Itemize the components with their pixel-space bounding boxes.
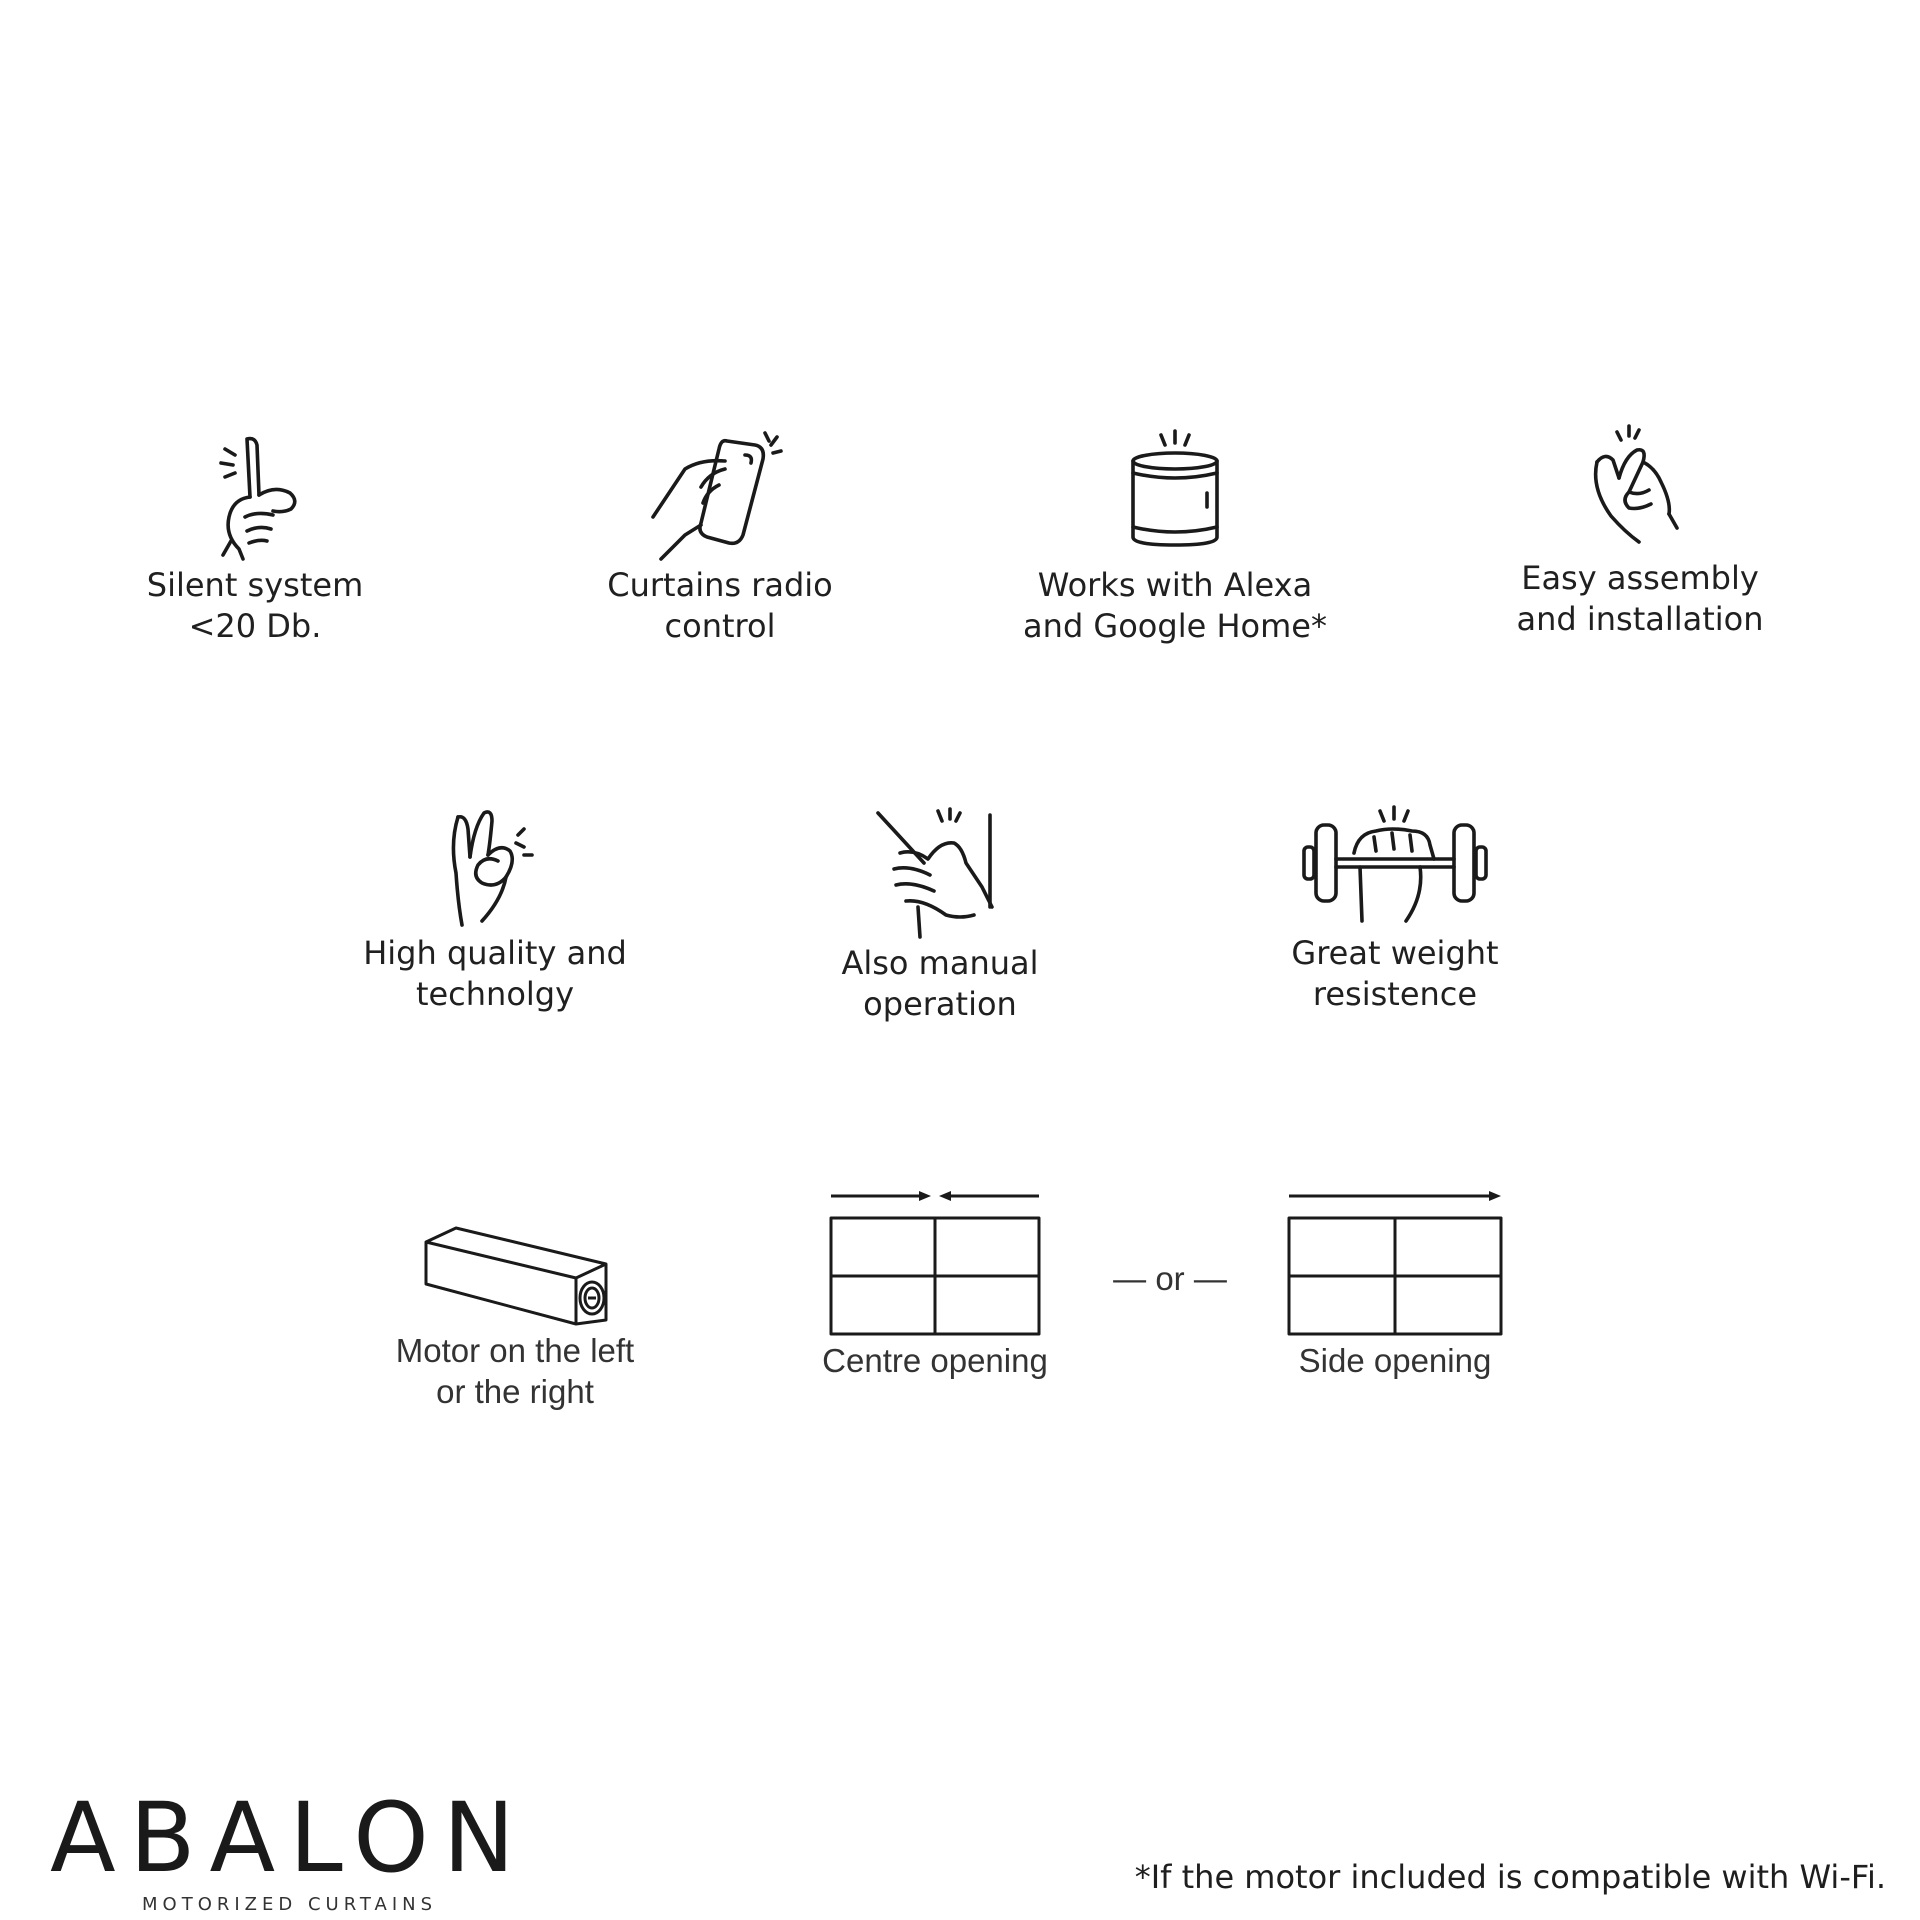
- brand-tagline: MOTORIZED CURTAINS: [142, 1894, 438, 1915]
- silent-finger-icon: [195, 425, 315, 565]
- or-separator: — or —: [1113, 1260, 1227, 1297]
- feature-weight-resistance: [1260, 803, 1530, 1015]
- snap-fingers-icon: [1585, 418, 1695, 558]
- feature-line2: <20 Db.: [188, 607, 322, 645]
- wifi-footnote: *If the motor included is compatible with Wi-Fi.: [1134, 1858, 1886, 1896]
- feature-line1: Curtains radio: [607, 566, 833, 604]
- feature-line2: operation: [863, 985, 1017, 1023]
- brand-logo: [50, 1782, 530, 1915]
- option-line2: or the right: [436, 1373, 594, 1410]
- feature-line2: and installation: [1516, 600, 1764, 638]
- feature-line2: control: [664, 607, 776, 645]
- brand-name: ABALON: [50, 1782, 529, 1894]
- feature-alexa-google: [1010, 425, 1340, 647]
- feature-line1: High quality and: [363, 934, 627, 972]
- feature-line1: Great weight: [1291, 934, 1499, 972]
- feature-radio-control: [590, 425, 850, 647]
- feature-line2: technolgy: [415, 975, 575, 1013]
- feature-high-quality: [360, 803, 630, 1015]
- feature-line1: Silent system: [146, 566, 364, 604]
- ok-hand-icon: [440, 803, 550, 933]
- option-motor: [390, 1220, 640, 1412]
- feature-line2: resistence: [1312, 975, 1478, 1013]
- feature-line1: Also manual: [841, 944, 1039, 982]
- feature-silent-system: [130, 425, 380, 647]
- pulling-curtain-hand-icon: [870, 803, 1010, 943]
- feature-line1: Easy assembly: [1521, 559, 1759, 597]
- centre-opening-icon: [815, 1186, 1055, 1340]
- option-side-opening: [1270, 1186, 1520, 1381]
- feature-line2: and Google Home*: [1023, 607, 1327, 645]
- side-opening-label: Side opening: [1298, 1342, 1492, 1379]
- option-line1: Motor on the left: [395, 1332, 635, 1369]
- option-centre-opening: [810, 1186, 1060, 1381]
- motor-icon: [420, 1220, 610, 1330]
- dumbbell-fist-icon: [1300, 803, 1490, 933]
- remote-control-hand-icon: [645, 425, 795, 565]
- smart-speaker-icon: [1125, 425, 1225, 565]
- side-opening-icon: [1275, 1186, 1515, 1340]
- feature-manual-operation: [810, 803, 1070, 1025]
- feature-easy-assembly: [1500, 418, 1780, 640]
- feature-line1: Works with Alexa: [1037, 566, 1313, 604]
- centre-opening-label: Centre opening: [822, 1342, 1048, 1379]
